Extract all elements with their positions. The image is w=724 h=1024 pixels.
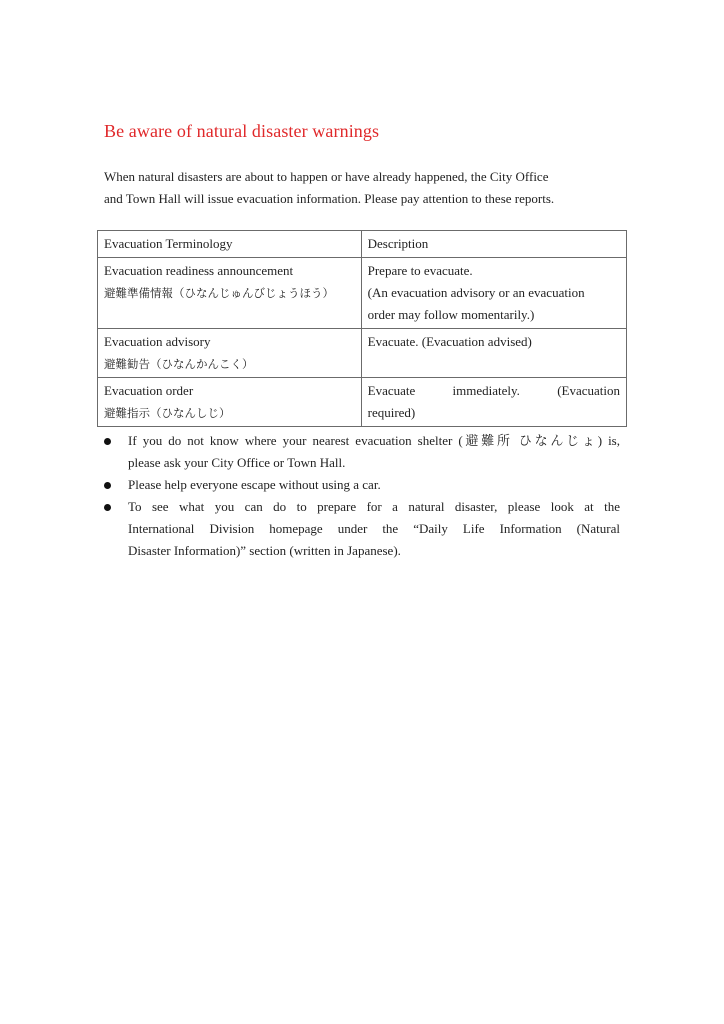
table-row	[98, 258, 627, 329]
table-row	[98, 329, 627, 378]
intro-line: and Town Hall will issue evacuation information. Please pay attention to these reports.	[104, 191, 555, 206]
note-line: please ask your City Office or Town Hall.	[128, 455, 346, 470]
note-line: If you do not know where your nearest evacuation shelter (避難所 ひなんじょ) is,	[128, 433, 620, 448]
description-line: Prepare to evacuate.	[367, 263, 473, 278]
description-cell	[361, 258, 626, 329]
evacuation-terminology-table	[97, 230, 627, 427]
column-header-terminology: Evacuation Terminology	[98, 231, 362, 258]
column-header-description: Description	[361, 231, 626, 258]
term-japanese: 避難勧告（ひなんかんこく）	[104, 357, 254, 371]
table-row	[98, 378, 627, 427]
term-english: Evacuation readiness announcement	[104, 263, 294, 278]
list-item	[104, 474, 620, 496]
description-cell	[361, 329, 626, 378]
term-english: Evacuation order	[104, 383, 194, 398]
note-line: Disaster Information)” section (written in Japanese).	[128, 543, 401, 558]
term-cell	[98, 329, 362, 378]
note-line: Please help everyone escape without using a car.	[128, 477, 381, 492]
list-item	[104, 430, 620, 474]
term-cell	[98, 258, 362, 329]
term-japanese: 避難準備情報（ひなんじゅんびじょうほう）	[104, 286, 334, 300]
term-english: Evacuation advisory	[104, 334, 211, 349]
term-japanese: 避難指示（ひなんしじ）	[104, 406, 231, 420]
bullet-icon	[104, 504, 111, 511]
intro-paragraph	[104, 166, 624, 210]
list-item	[104, 496, 620, 562]
table-header-row	[98, 231, 627, 258]
description-line: required)	[367, 405, 416, 420]
page-title: Be aware of natural disaster warnings	[104, 121, 380, 141]
description-line: (An evacuation advisory or an evacuation	[367, 285, 585, 300]
note-line: International Division homepage under the “Daily Life Information (Natural	[128, 521, 620, 536]
notes-list	[104, 430, 620, 562]
description-cell	[361, 378, 626, 427]
bullet-icon	[104, 438, 111, 445]
description-line: Evacuate immediately. (Evacuation	[367, 383, 620, 398]
note-line: To see what you can do to prepare for a natural disaster, please look at the	[128, 499, 620, 514]
intro-line: When natural disasters are about to happen or have already happened, the City Office	[104, 169, 549, 184]
description-line: Evacuate. (Evacuation advised)	[367, 334, 532, 349]
description-line: order may follow momentarily.)	[367, 307, 535, 322]
bullet-icon	[104, 482, 111, 489]
term-cell	[98, 378, 362, 427]
